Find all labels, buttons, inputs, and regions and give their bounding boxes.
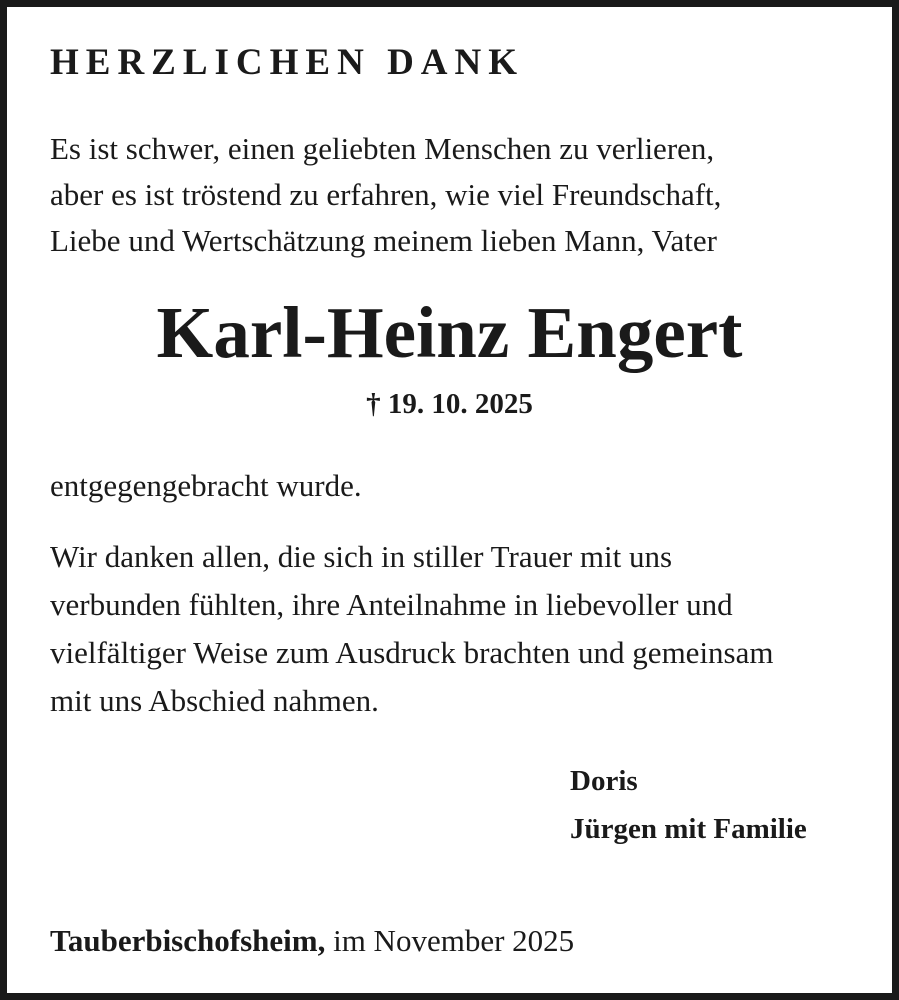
notice-heading: HERZLICHEN DANK <box>50 42 525 83</box>
deceased-name: Karl-Heinz Engert <box>156 292 743 373</box>
intro-line: Es ist schwer, einen geliebten Menschen zu verlieren, <box>50 131 715 166</box>
thanks-line: verbunden fühlten, ihre Anteilnahme in liebevoller und <box>50 587 733 622</box>
intro-paragraph <box>50 126 860 264</box>
thanks-line: mit uns Abschied nahmen. <box>50 683 379 718</box>
thanks-line: Wir danken allen, die sich in stiller Trauer mit uns <box>50 539 673 574</box>
intro-line: Liebe und Wertschätzung meinem lieben Mann, Vater <box>50 223 717 258</box>
date-of-death: † 19. 10. 2025 <box>366 388 533 420</box>
signature-name: Jürgen mit Familie <box>570 813 807 845</box>
thanks-line: vielfältiger Weise zum Ausdruck brachten und gemeinsam <box>50 635 774 670</box>
signature-name: Doris <box>570 765 638 797</box>
thanks-paragraph <box>50 533 860 725</box>
intro-continuation: entgegengebracht wurde. <box>50 468 362 503</box>
notice-date: im November 2025 <box>325 923 575 958</box>
intro-line: aber es ist tröstend zu erfahren, wie viel Freundschaft, <box>50 177 722 212</box>
place-and-date <box>50 918 574 964</box>
signatures <box>570 757 807 853</box>
place-name: Tauberbischofsheim, <box>50 923 326 958</box>
